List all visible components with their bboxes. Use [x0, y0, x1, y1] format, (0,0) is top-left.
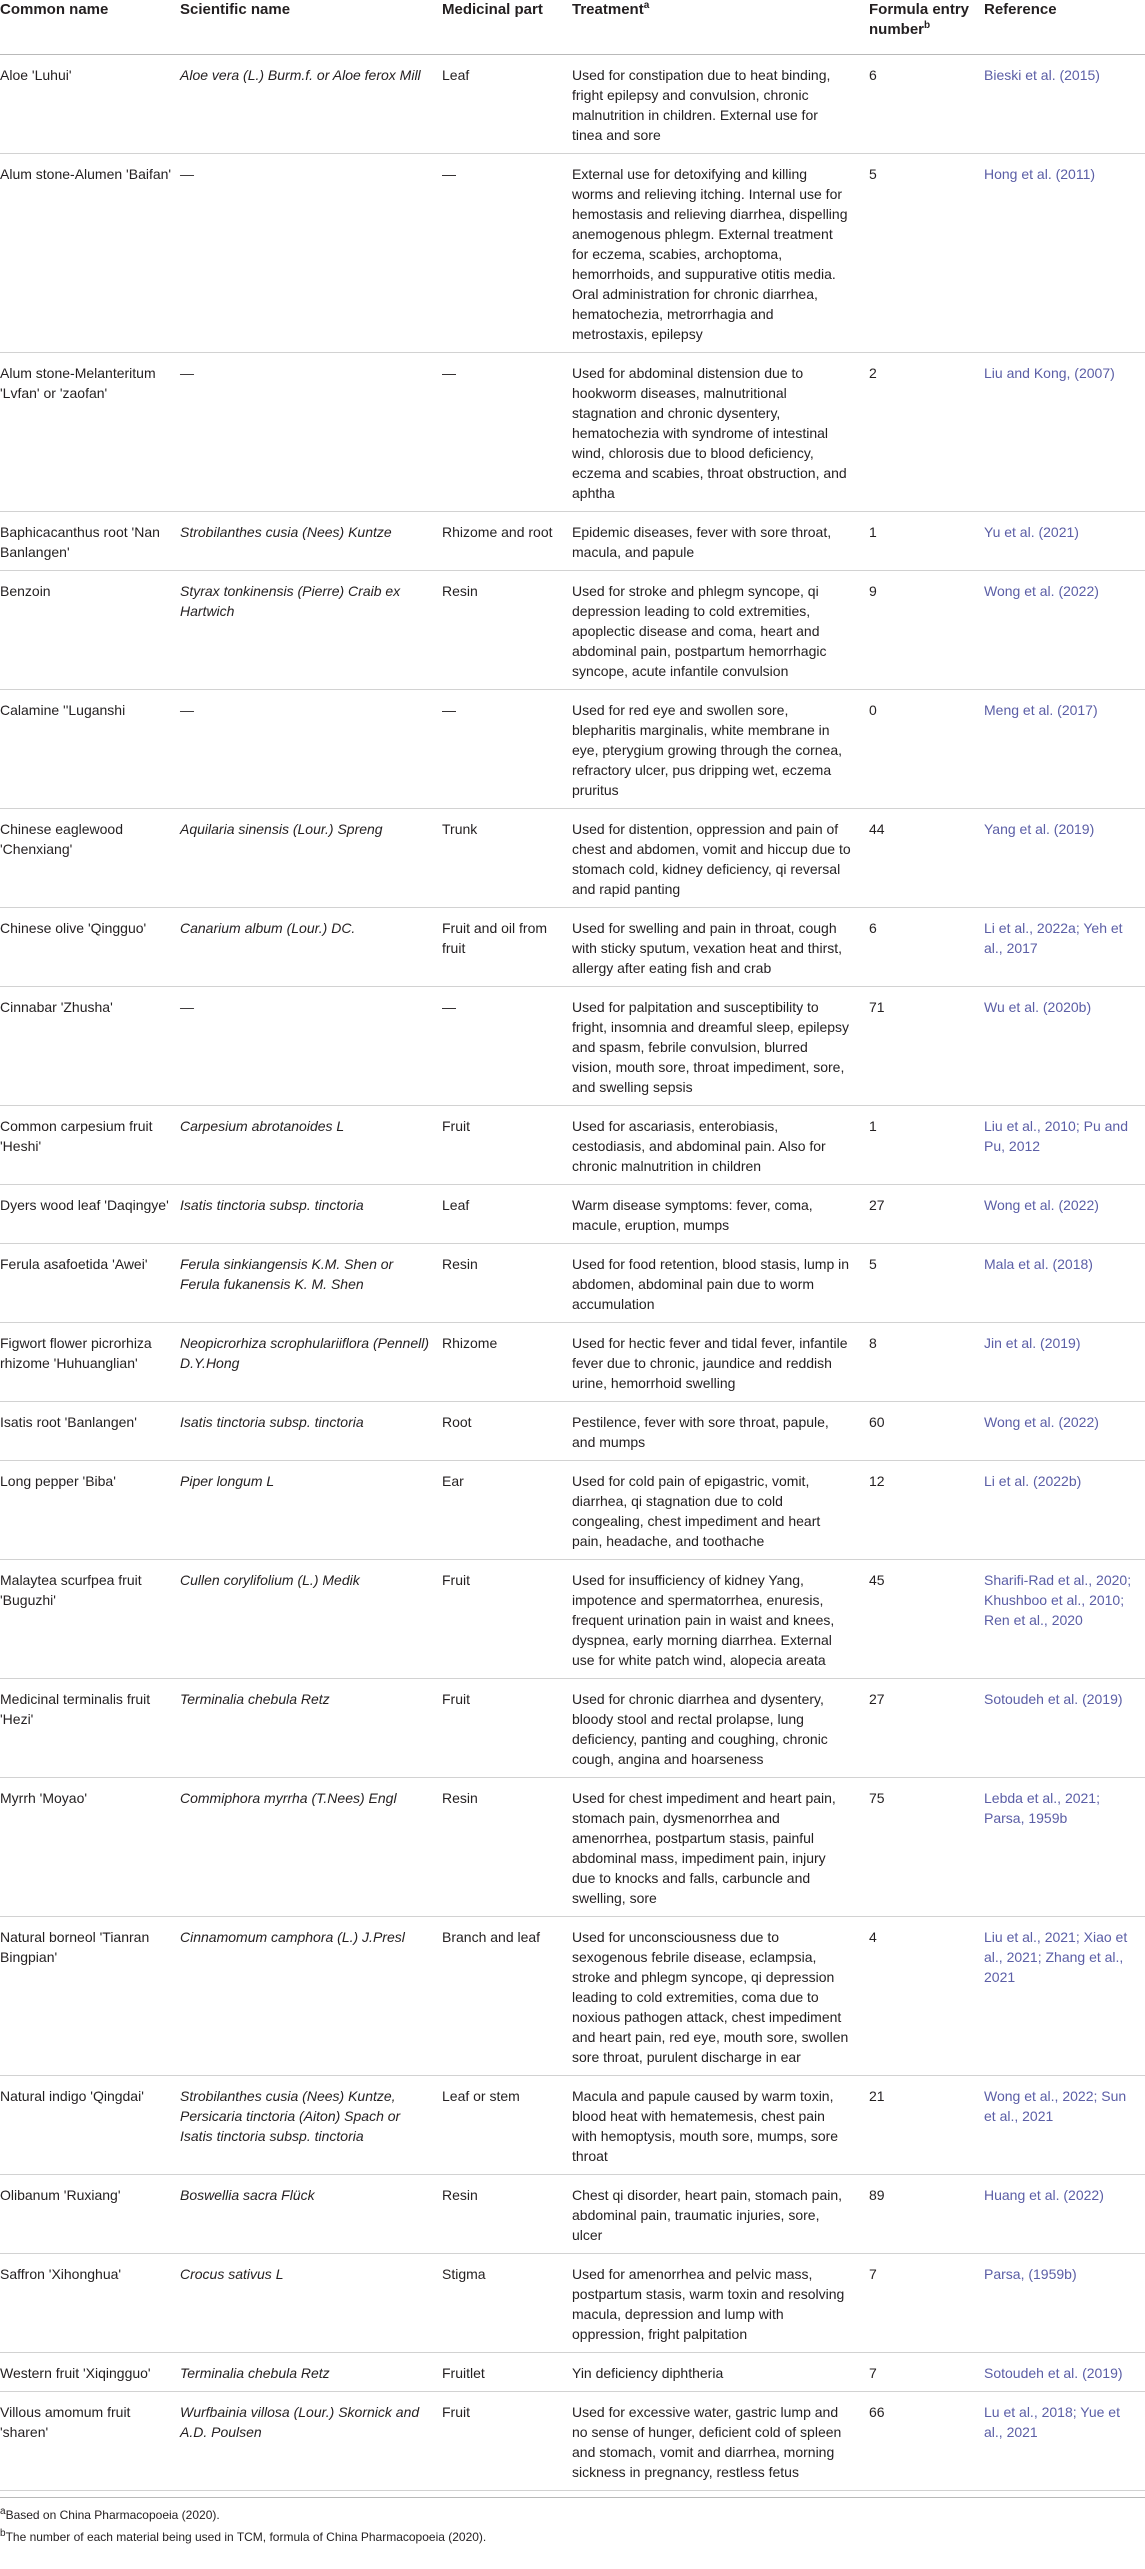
formula-entry-number-cell: 2 — [869, 353, 984, 512]
common-name-cell: Villous amomum fruit 'sharen' — [0, 2392, 180, 2491]
formula-entry-number-cell: 4 — [869, 1917, 984, 2076]
common-name-cell: Isatis root 'Banlangen' — [0, 1402, 180, 1461]
treatment-cell: Used for excessive water, gastric lump and no sense of hunger, deficient cold of spleen and stomach, vomit and diarrhea, morning sickness in pregnancy, restless fetus — [572, 2392, 869, 2491]
reference-cell[interactable]: Wong et al. (2022) — [984, 1185, 1145, 1244]
medicinal-part-cell: Rhizome — [442, 1323, 572, 1402]
table-row — [0, 1244, 1145, 1323]
medicinal-part-cell: Fruit — [442, 2392, 572, 2491]
common-name-cell: Common carpesium fruit 'Heshi' — [0, 1106, 180, 1185]
reference-cell[interactable]: Sotoudeh et al. (2019) — [984, 1679, 1145, 1778]
common-name-cell: Aloe 'Luhui' — [0, 55, 180, 154]
reference-cell[interactable]: Yu et al. (2021) — [984, 512, 1145, 571]
reference-cell[interactable]: Sharifi-Rad et al., 2020; Khushboo et al., 2010; Ren et al., 2020 — [984, 1560, 1145, 1679]
header-reference: Reference — [984, 0, 1145, 55]
treatment-cell: Used for palpitation and susceptibility to fright, insomnia and dreamful sleep, epilepsy and spasm, febrile convulsion, blurred vision, mouth sore, throat impediment, sore, and swelling sepsis — [572, 987, 869, 1106]
common-name-cell: Natural indigo 'Qingdai' — [0, 2076, 180, 2175]
scientific-name-cell: Aloe vera (L.) Burm.f. or Aloe ferox Mill — [180, 55, 442, 154]
scientific-name-cell: Cinnamomum camphora (L.) J.Presl — [180, 1917, 442, 2076]
table-row — [0, 1402, 1145, 1461]
treatment-cell: Used for insufficiency of kidney Yang, impotence and spermatorrhea, enuresis, frequent urination pain in waist and knees, dyspnea, early morning diarrhea. External use for white patch wind, alopecia areata — [572, 1560, 869, 1679]
scientific-name-cell: Neopicrorhiza scrophulariiflora (Pennell) D.Y.Hong — [180, 1323, 442, 1402]
scientific-name-cell: Commiphora myrrha (T.Nees) Engl — [180, 1778, 442, 1917]
common-name-cell: Calamine ''Luganshi — [0, 690, 180, 809]
treatment-cell: Used for stroke and phlegm syncope, qi depression leading to cold extremities, apoplectic disease and coma, heart and abdominal pain, postpartum hemorrhagic syncope, acute infantile convulsion — [572, 571, 869, 690]
common-name-cell: Baphicacanthus root 'Nan Banlangen' — [0, 512, 180, 571]
scientific-name-cell: Ferula sinkiangensis K.M. Shen or Ferula fukanensis K. M. Shen — [180, 1244, 442, 1323]
treatment-cell: Used for red eye and swollen sore, blepharitis marginalis, white membrane in eye, pterygium growing through the cornea, refractory ulcer, pus dripping wet, eczema pruritus — [572, 690, 869, 809]
common-name-cell: Cinnabar 'Zhusha' — [0, 987, 180, 1106]
medicinal-part-cell: Fruit — [442, 1560, 572, 1679]
header-common-name: Common name — [0, 0, 180, 55]
table-footnotes — [0, 2497, 1145, 2546]
header-formula-entry-number: Formula entry number$^b$ — [869, 0, 984, 55]
reference-cell[interactable]: Liu et al., 2021; Xiao et al., 2021; Zhang et al., 2021 — [984, 1917, 1145, 2076]
treatment-cell: Epidemic diseases, fever with sore throat, macula, and papule — [572, 512, 869, 571]
treatment-cell: Used for food retention, blood stasis, lump in abdomen, abdominal pain due to worm accumulation — [572, 1244, 869, 1323]
common-name-cell: Figwort flower picrorhiza rhizome 'Huhuanglian' — [0, 1323, 180, 1402]
reference-cell[interactable]: Parsa, (1959b) — [984, 2254, 1145, 2353]
scientific-name-cell: Strobilanthes cusia (Nees) Kuntze — [180, 512, 442, 571]
treatment-cell: Used for abdominal distension due to hookworm diseases, malnutritional stagnation and chronic dysentery, hematochezia with syndrome of intestinal wind, chlorosis due to blood deficiency, eczema and scabies, throat obstruction, and aphtha — [572, 353, 869, 512]
common-name-cell: Chinese eaglewood 'Chenxiang' — [0, 809, 180, 908]
common-name-cell: Chinese olive 'Qingguo' — [0, 908, 180, 987]
formula-entry-number-cell: 12 — [869, 1461, 984, 1560]
medicinal-part-cell: — — [442, 690, 572, 809]
formula-entry-number-cell: 21 — [869, 2076, 984, 2175]
medicinal-part-cell: Rhizome and root — [442, 512, 572, 571]
treatment-cell: Used for amenorrhea and pelvic mass, postpartum stasis, warm toxin and resolving macula, depression and lump with oppression, fright palpitation — [572, 2254, 869, 2353]
table-row — [0, 2392, 1145, 2491]
header-treatment: Treatment$^a$ — [572, 0, 869, 55]
formula-entry-number-cell: 66 — [869, 2392, 984, 2491]
treatment-cell: Used for distention, oppression and pain of chest and abdomen, vomit and hiccup due to stomach cold, kidney deficiency, qi reversal and rapid panting — [572, 809, 869, 908]
formula-entry-number-cell: 27 — [869, 1679, 984, 1778]
reference-cell[interactable]: Sotoudeh et al. (2019) — [984, 2353, 1145, 2392]
medicinal-part-cell: Branch and leaf — [442, 1917, 572, 2076]
medicinal-part-cell: — — [442, 987, 572, 1106]
formula-entry-number-cell: 45 — [869, 1560, 984, 1679]
table-row — [0, 1185, 1145, 1244]
medicinal-part-cell: Resin — [442, 1244, 572, 1323]
medicinal-part-cell: Fruit and oil from fruit — [442, 908, 572, 987]
common-name-cell: Natural borneol 'Tianran Bingpian' — [0, 1917, 180, 2076]
formula-entry-number-cell: 0 — [869, 690, 984, 809]
treatment-cell: Pestilence, fever with sore throat, papule, and mumps — [572, 1402, 869, 1461]
treatment-cell: Used for hectic fever and tidal fever, infantile fever due to chronic, jaundice and reddish urine, hemorrhoid swelling — [572, 1323, 869, 1402]
common-name-cell: Long pepper 'Biba' — [0, 1461, 180, 1560]
treatment-cell: Used for constipation due to heat binding, fright epilepsy and convulsion, chronic malnutrition in children. External use for tinea and sore — [572, 55, 869, 154]
common-name-cell: Western fruit 'Xiqingguo' — [0, 2353, 180, 2392]
common-name-cell: Malaytea scurfpea fruit 'Buguzhi' — [0, 1560, 180, 1679]
scientific-name-cell: Canarium album (Lour.) DC. — [180, 908, 442, 987]
scientific-name-cell: Aquilaria sinensis (Lour.) Spreng — [180, 809, 442, 908]
common-name-cell: Olibanum 'Ruxiang' — [0, 2175, 180, 2254]
scientific-name-cell: — — [180, 690, 442, 809]
medicinal-part-cell: — — [442, 353, 572, 512]
treatment-cell: Chest qi disorder, heart pain, stomach pain, abdominal pain, traumatic injuries, sore, ulcer — [572, 2175, 869, 2254]
medicinal-part-cell: Resin — [442, 2175, 572, 2254]
table-row — [0, 2175, 1145, 2254]
scientific-name-cell: Carpesium abrotanoides L — [180, 1106, 442, 1185]
treatment-cell: Yin deficiency diphtheria — [572, 2353, 869, 2392]
formula-entry-number-cell: 6 — [869, 908, 984, 987]
medicinal-part-cell: — — [442, 154, 572, 353]
table-row — [0, 571, 1145, 690]
footnote-b: $^b$The number of each material being used in TCM, formula of China Pharmacopoeia (2020). — [0, 2528, 487, 2544]
table-row — [0, 908, 1145, 987]
formula-entry-number-cell: 6 — [869, 55, 984, 154]
common-name-cell: Ferula asafoetida 'Awei' — [0, 1244, 180, 1323]
table-row — [0, 353, 1145, 512]
medicinal-part-cell: Leaf — [442, 55, 572, 154]
formula-entry-number-cell: 60 — [869, 1402, 984, 1461]
table-header — [0, 0, 1145, 55]
scientific-name-cell: Strobilanthes cusia (Nees) Kuntze, Persicaria tinctoria (Aiton) Spach or Isatis tinctoria subsp. tinctoria — [180, 2076, 442, 2175]
scientific-name-cell: Isatis tinctoria subsp. tinctoria — [180, 1185, 442, 1244]
scientific-name-cell: Isatis tinctoria subsp. tinctoria — [180, 1402, 442, 1461]
reference-cell[interactable]: Liu et al., 2010; Pu and Pu, 2012 — [984, 1106, 1145, 1185]
reference-cell[interactable]: Li et al., 2022a; Yeh et al., 2017 — [984, 908, 1145, 987]
reference-cell[interactable]: Wu et al. (2020b) — [984, 987, 1145, 1106]
medicinal-part-cell: Fruit — [442, 1106, 572, 1185]
formula-entry-number-cell: 1 — [869, 1106, 984, 1185]
common-name-cell: Dyers wood leaf 'Daqingye' — [0, 1185, 180, 1244]
scientific-name-cell: — — [180, 154, 442, 353]
table-row — [0, 690, 1145, 809]
table-row — [0, 55, 1145, 154]
reference-cell[interactable]: Hong et al. (2011) — [984, 154, 1145, 353]
table-body — [0, 55, 1145, 2491]
medicinal-part-cell: Leaf — [442, 1185, 572, 1244]
table-row — [0, 987, 1145, 1106]
treatment-cell: Used for swelling and pain in throat, cough with sticky sputum, vexation heat and thirst, allergy after eating fish and crab — [572, 908, 869, 987]
treatment-cell: External use for detoxifying and killing worms and relieving itching. Internal use for hemostasis and relieving diarrhea, dispelling anemogenous phlegm. External treatment for eczema, scabies, archoptoma, hemorrhoids, and suppurative otitis media. Oral administration for chronic diarrhea, hematochezia, metrorrhagia and metrostaxis, epilepsy — [572, 154, 869, 353]
reference-cell[interactable]: Lu et al., 2018; Yue et al., 2021 — [984, 2392, 1145, 2491]
scientific-name-cell: Wurfbainia villosa (Lour.) Skornick and A.D. Poulsen — [180, 2392, 442, 2491]
treatment-cell: Used for cold pain of epigastric, vomit, diarrhea, qi stagnation due to cold congealing, chest impediment and heart pain, headache, and toothache — [572, 1461, 869, 1560]
formula-entry-number-cell: 1 — [869, 512, 984, 571]
formula-entry-number-cell: 44 — [869, 809, 984, 908]
reference-cell[interactable]: Lebda et al., 2021; Parsa, 1959b — [984, 1778, 1145, 1917]
footnote-a: $^a$Based on China Pharmacopoeia (2020). — [0, 2506, 220, 2522]
common-name-cell: Alum stone-Alumen 'Baifan' — [0, 154, 180, 353]
medicinal-part-cell: Trunk — [442, 809, 572, 908]
formula-entry-number-cell: 89 — [869, 2175, 984, 2254]
common-name-cell: Alum stone-Melanteritum 'Lvfan' or 'zaofan' — [0, 353, 180, 512]
formula-entry-number-cell: 5 — [869, 154, 984, 353]
table-row — [0, 1679, 1145, 1778]
table-row — [0, 1778, 1145, 1917]
table-row — [0, 154, 1145, 353]
table-row — [0, 1323, 1145, 1402]
reference-cell[interactable]: Li et al. (2022b) — [984, 1461, 1145, 1560]
table-row — [0, 2353, 1145, 2392]
formula-entry-number-cell: 8 — [869, 1323, 984, 1402]
reference-cell[interactable]: Liu and Kong, (2007) — [984, 353, 1145, 512]
medicinal-part-cell: Fruitlet — [442, 2353, 572, 2392]
medicinal-part-cell: Leaf or stem — [442, 2076, 572, 2175]
reference-cell[interactable]: Bieski et al. (2015) — [984, 55, 1145, 154]
scientific-name-cell: Crocus sativus L — [180, 2254, 442, 2353]
table-row — [0, 1106, 1145, 1185]
table-row — [0, 1461, 1145, 1560]
scientific-name-cell: — — [180, 987, 442, 1106]
reference-cell[interactable]: Wong et al. (2022) — [984, 1402, 1145, 1461]
formula-entry-number-cell: 75 — [869, 1778, 984, 1917]
reference-cell[interactable]: Meng et al. (2017) — [984, 690, 1145, 809]
reference-cell[interactable]: Jin et al. (2019) — [984, 1323, 1145, 1402]
common-name-cell: Myrrh 'Moyao' — [0, 1778, 180, 1917]
formula-entry-number-cell: 71 — [869, 987, 984, 1106]
formula-entry-number-cell: 7 — [869, 2254, 984, 2353]
medicinal-part-cell: Resin — [442, 1778, 572, 1917]
treatment-cell: Macula and papule caused by warm toxin, blood heat with hematemesis, chest pain with hemoptysis, mouth sore, mumps, sore throat — [572, 2076, 869, 2175]
formula-entry-number-cell: 7 — [869, 2353, 984, 2392]
medicinal-part-cell: Resin — [442, 571, 572, 690]
treatment-cell: Used for chest impediment and heart pain, stomach pain, dysmenorrhea and amenorrhea, postpartum stasis, painful abdominal mass, impediment pain, injury due to knocks and falls, carbuncle and swelling, sore — [572, 1778, 869, 1917]
table-row — [0, 1560, 1145, 1679]
formula-entry-number-cell: 27 — [869, 1185, 984, 1244]
medicinal-part-cell: Ear — [442, 1461, 572, 1560]
medicinal-part-cell: Fruit — [442, 1679, 572, 1778]
table-row — [0, 809, 1145, 908]
common-name-cell: Benzoin — [0, 571, 180, 690]
common-name-cell: Saffron 'Xihonghua' — [0, 2254, 180, 2353]
common-name-cell: Medicinal terminalis fruit 'Hezi' — [0, 1679, 180, 1778]
treatment-cell: Used for chronic diarrhea and dysentery, bloody stool and rectal prolapse, lung deficiency, panting and coughing, chronic cough, angina and hoarseness — [572, 1679, 869, 1778]
scientific-name-cell: Styrax tonkinensis (Pierre) Craib ex Hartwich — [180, 571, 442, 690]
table-row — [0, 2254, 1145, 2353]
medicinal-part-cell: Stigma — [442, 2254, 572, 2353]
reference-cell[interactable]: Yang et al. (2019) — [984, 809, 1145, 908]
scientific-name-cell: Piper longum L — [180, 1461, 442, 1560]
header-medicinal-part: Medicinal part — [442, 0, 572, 55]
scientific-name-cell: Terminalia chebula Retz — [180, 1679, 442, 1778]
reference-cell[interactable]: Huang et al. (2022) — [984, 2175, 1145, 2254]
treatment-cell: Used for unconsciousness due to sexogenous febrile disease, eclampsia, stroke and phlegm syncope, qi depression leading to cold extremities, coma due to noxious pathogen attack, chest impediment and heart pain, red eye, mouth sore, swollen sore throat, purulent discharge in ear — [572, 1917, 869, 2076]
treatment-cell: Warm disease symptoms: fever, coma, macule, eruption, mumps — [572, 1185, 869, 1244]
table-row — [0, 512, 1145, 571]
medicinal-part-cell: Root — [442, 1402, 572, 1461]
scientific-name-cell: Boswellia sacra Flück — [180, 2175, 442, 2254]
reference-cell[interactable]: Mala et al. (2018) — [984, 1244, 1145, 1323]
reference-cell[interactable]: Wong et al., 2022; Sun et al., 2021 — [984, 2076, 1145, 2175]
reference-cell[interactable]: Wong et al. (2022) — [984, 571, 1145, 690]
table-row — [0, 2076, 1145, 2175]
header-scientific-name: Scientific name — [180, 0, 442, 55]
table-row — [0, 1917, 1145, 2076]
scientific-name-cell: Terminalia chebula Retz — [180, 2353, 442, 2392]
scientific-name-cell: Cullen corylifolium (L.) Medik — [180, 1560, 442, 1679]
scientific-name-cell: — — [180, 353, 442, 512]
formula-entry-number-cell: 9 — [869, 571, 984, 690]
treatment-cell: Used for ascariasis, enterobiasis, cestodiasis, and abdominal pain. Also for chronic malnutrition in children — [572, 1106, 869, 1185]
formula-entry-number-cell: 5 — [869, 1244, 984, 1323]
